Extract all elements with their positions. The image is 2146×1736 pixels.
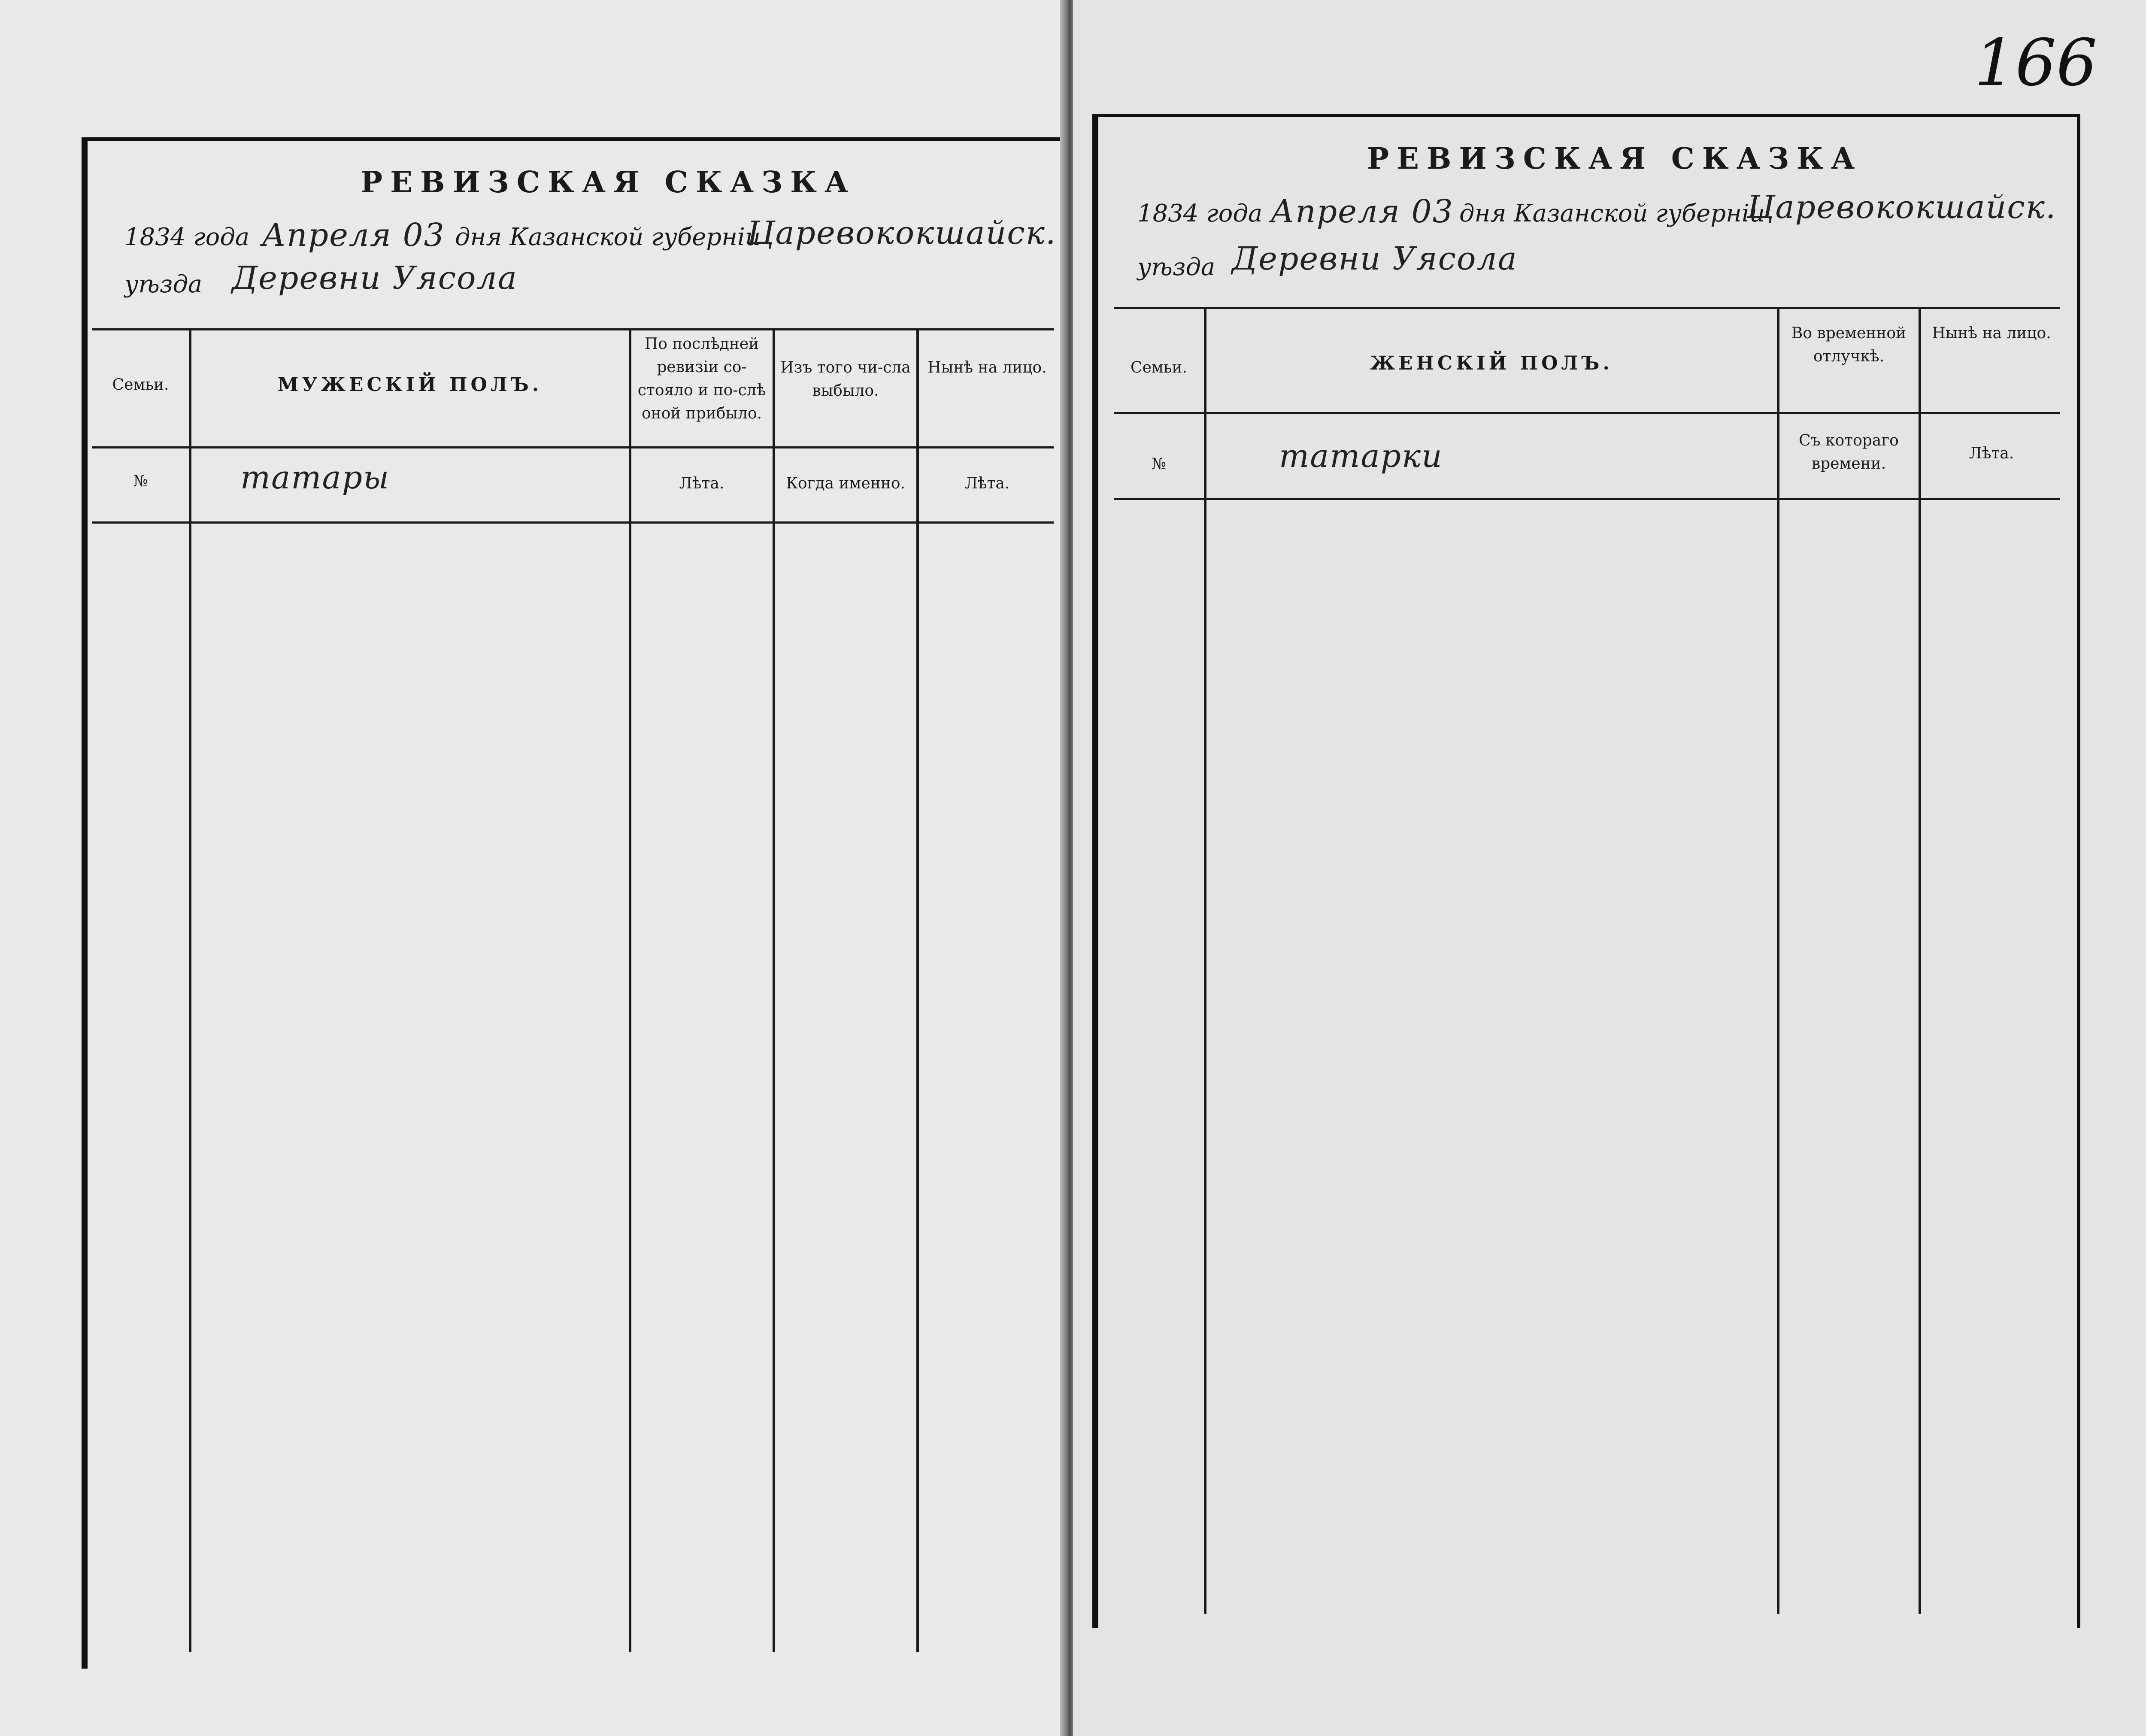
left-form-title: РЕВИЗСКАЯ СКАЗКА (361, 165, 856, 200)
right-subheader-since: Съ котораго времени. (1799, 432, 1899, 473)
left-date-handwritten: Апреля 03 (262, 217, 445, 254)
left-header-sex: МУЖЕСКIЙ ПОЛЪ. (277, 374, 543, 396)
left-subheader-when: Когда именно. (786, 475, 905, 492)
right-year-label: 1834 года (1137, 200, 1263, 227)
left-subheader-rule (92, 521, 1054, 524)
right-col-divider-1 (1204, 307, 1206, 1614)
right-col-divider-3 (1919, 307, 1921, 1614)
left-subheader-number: № (133, 473, 148, 490)
right-header-sex: ЖЕНСКIЙ ПОЛЪ. (1370, 352, 1613, 374)
left-header-rule (92, 446, 1054, 448)
left-col-divider-3 (773, 328, 775, 1652)
left-group-handwritten: татары (240, 459, 390, 496)
left-header-last-revision: По послѣдней ревизiи со-стояло и по-слѣ оной прибыло. (637, 335, 766, 422)
right-subheader-years: Лѣта. (1969, 445, 2014, 462)
left-uezd-label: уѣзда (124, 270, 203, 298)
left-uezd-handwritten: Царевококшайск. (747, 215, 1057, 251)
left-village-handwritten: Деревни Уясола (232, 260, 518, 297)
right-gubernia-label: дня Казанской губернiи (1459, 200, 1765, 227)
right-uezd-label: уѣзда (1137, 253, 1215, 281)
left-header-dropped: Изъ того чи-сла выбыло. (780, 359, 911, 400)
page-number-handwritten: 166 (1974, 26, 2098, 100)
right-group-handwritten: татарки (1279, 438, 1443, 475)
right-header-absence: Во временной отлучкѣ. (1791, 324, 1907, 365)
left-col-divider-4 (916, 328, 919, 1652)
left-table-top-rule (92, 328, 1054, 330)
left-gubernia-label: дня Казанской губернiи (455, 223, 761, 251)
left-subheader-years-1: Лѣта. (679, 475, 724, 492)
left-year-label: 1834 года (124, 223, 250, 251)
right-subheader-number: № (1151, 455, 1167, 473)
left-header-family: Семьи. (112, 376, 169, 394)
right-header-family: Семьи. (1131, 359, 1187, 376)
right-header-present: Нынѣ на лицо. (1932, 324, 2051, 342)
left-header-present: Нынѣ на лицо. (928, 359, 1047, 376)
right-col-divider-2 (1777, 307, 1779, 1614)
left-col-divider-2 (629, 328, 631, 1652)
left-subheader-years-2: Лѣта. (964, 475, 1010, 492)
right-date-handwritten: Апреля 03 (1270, 193, 1454, 230)
right-village-handwritten: Деревни Уясола (1232, 240, 1518, 277)
right-form-title: РЕВИЗСКАЯ СКАЗКА (1367, 142, 1863, 176)
right-uezd-handwritten: Царевококшайск. (1747, 189, 2057, 226)
left-col-divider-1 (189, 328, 191, 1652)
left-page (0, 0, 1064, 1736)
